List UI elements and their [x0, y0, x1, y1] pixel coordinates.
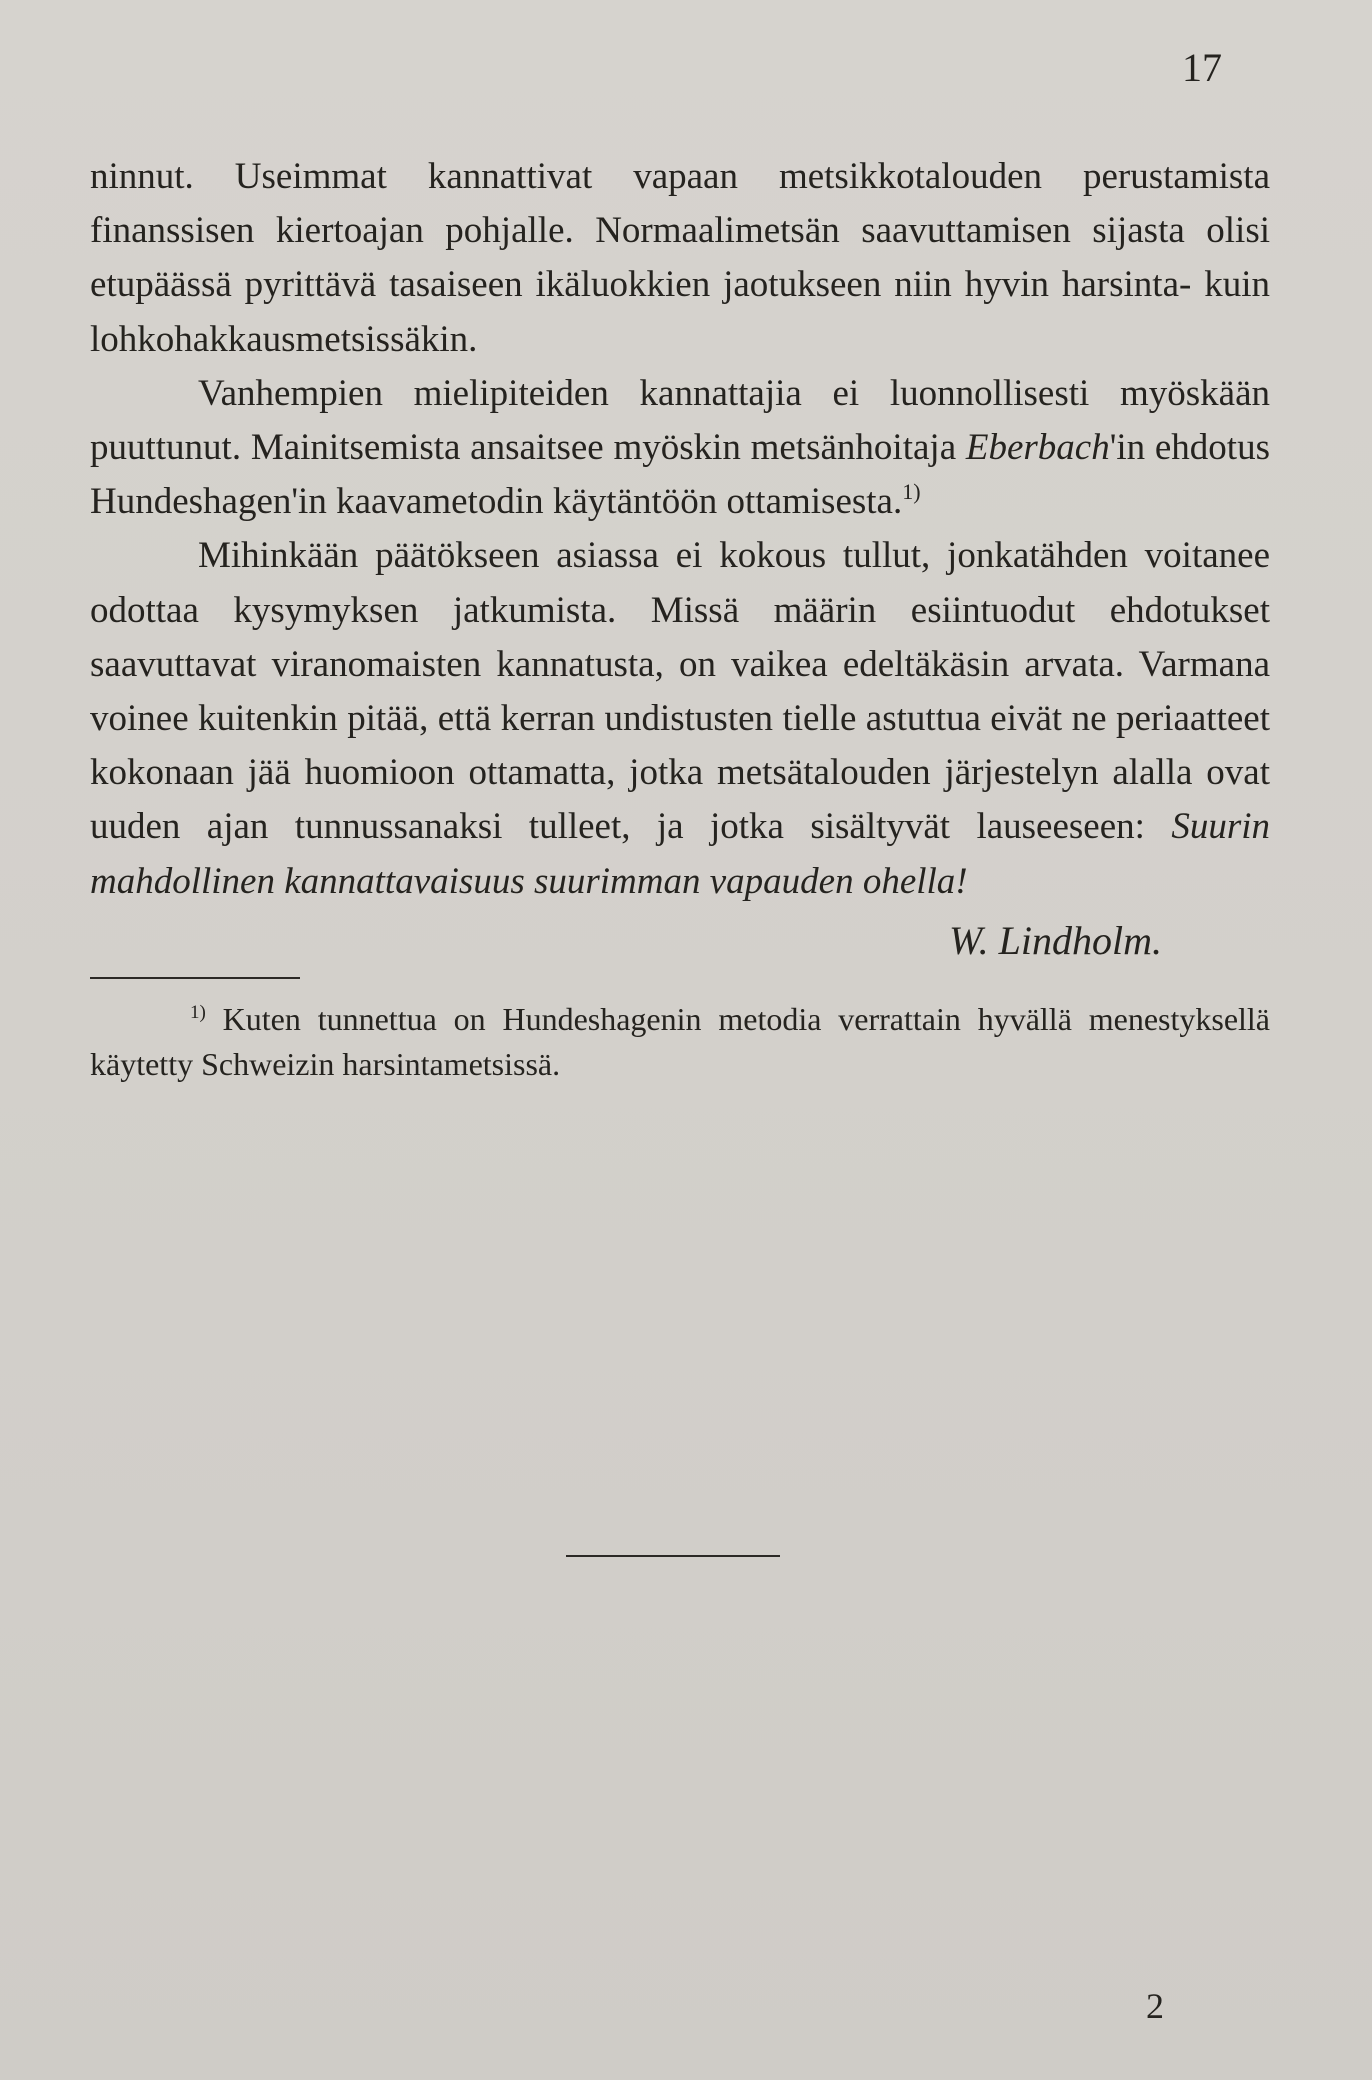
footnote-reference: 1) — [902, 479, 921, 505]
main-text — [90, 150, 1270, 1087]
footnote-marker: 1) — [190, 1001, 206, 1023]
footnote-separator — [90, 977, 300, 979]
paragraph-2-text-start: Vanhempien mielipiteiden kannattajia ei luonnollisesti myöskään puuttunut. Mainitsemista ansaitsee myöskin metsänhoitaja — [90, 372, 1270, 469]
sheet-signature-number: 2 — [1146, 1986, 1164, 2026]
paragraph-3 — [90, 529, 1270, 908]
signature: W. Lindholm. — [948, 917, 1162, 963]
section-end-rule — [566, 1555, 780, 1557]
footnote-text: Kuten tunnettua on Hundeshagenin metodia verrattain hyvällä menestyksellä käytetty Schweizin harsintametsissä. — [90, 1000, 1271, 1082]
paragraph-2-text-end: 'in ehdotus Hundeshagen'in kaavametodin käytäntöön ottamisesta. — [90, 427, 1270, 523]
paragraph-1: ninnut. Useimmat kannattivat vapaan metsikkotalouden perustamista finanssisen kiertoajan pohjalle. Normaalimetsän saavuttamisen sijasta olisi etupäässä pyrittävä tasaiseen ikäluokkien jaotukseen niin hyvin harsinta- kuin lohkohakkausmetsissäkin. — [90, 156, 1270, 360]
footnote — [90, 997, 1270, 1087]
motto: Suurin mahdollinen kannattavaisuus suurimman vapauden ohella! — [90, 806, 1270, 902]
paragraph-2 — [90, 367, 1270, 530]
page-number: 17 — [1182, 45, 1222, 90]
paragraph-3-text: Mihinkään päätökseen asiassa ei kokous tullut, jonkatähden voitanee odottaa kysymyksen jatkumista. Missä määrin esiintuodut ehdotukset saavuttavat viranomaisten kannatusta, on vaikea edeltäkäsin arvata. Varmana voinee kuitenkin pitää, että kerran undistusten tielle astuttua eivät ne periaatteet kokonaan jää huomioon ottamatta, jotka metsätalouden järjestelyn alalla ovat uuden ajan tunnussanaksi tulleet, ja jotka sisältyvät lauseeseen: — [90, 535, 1270, 848]
author-name-eberbach: Eberbach — [965, 427, 1110, 469]
